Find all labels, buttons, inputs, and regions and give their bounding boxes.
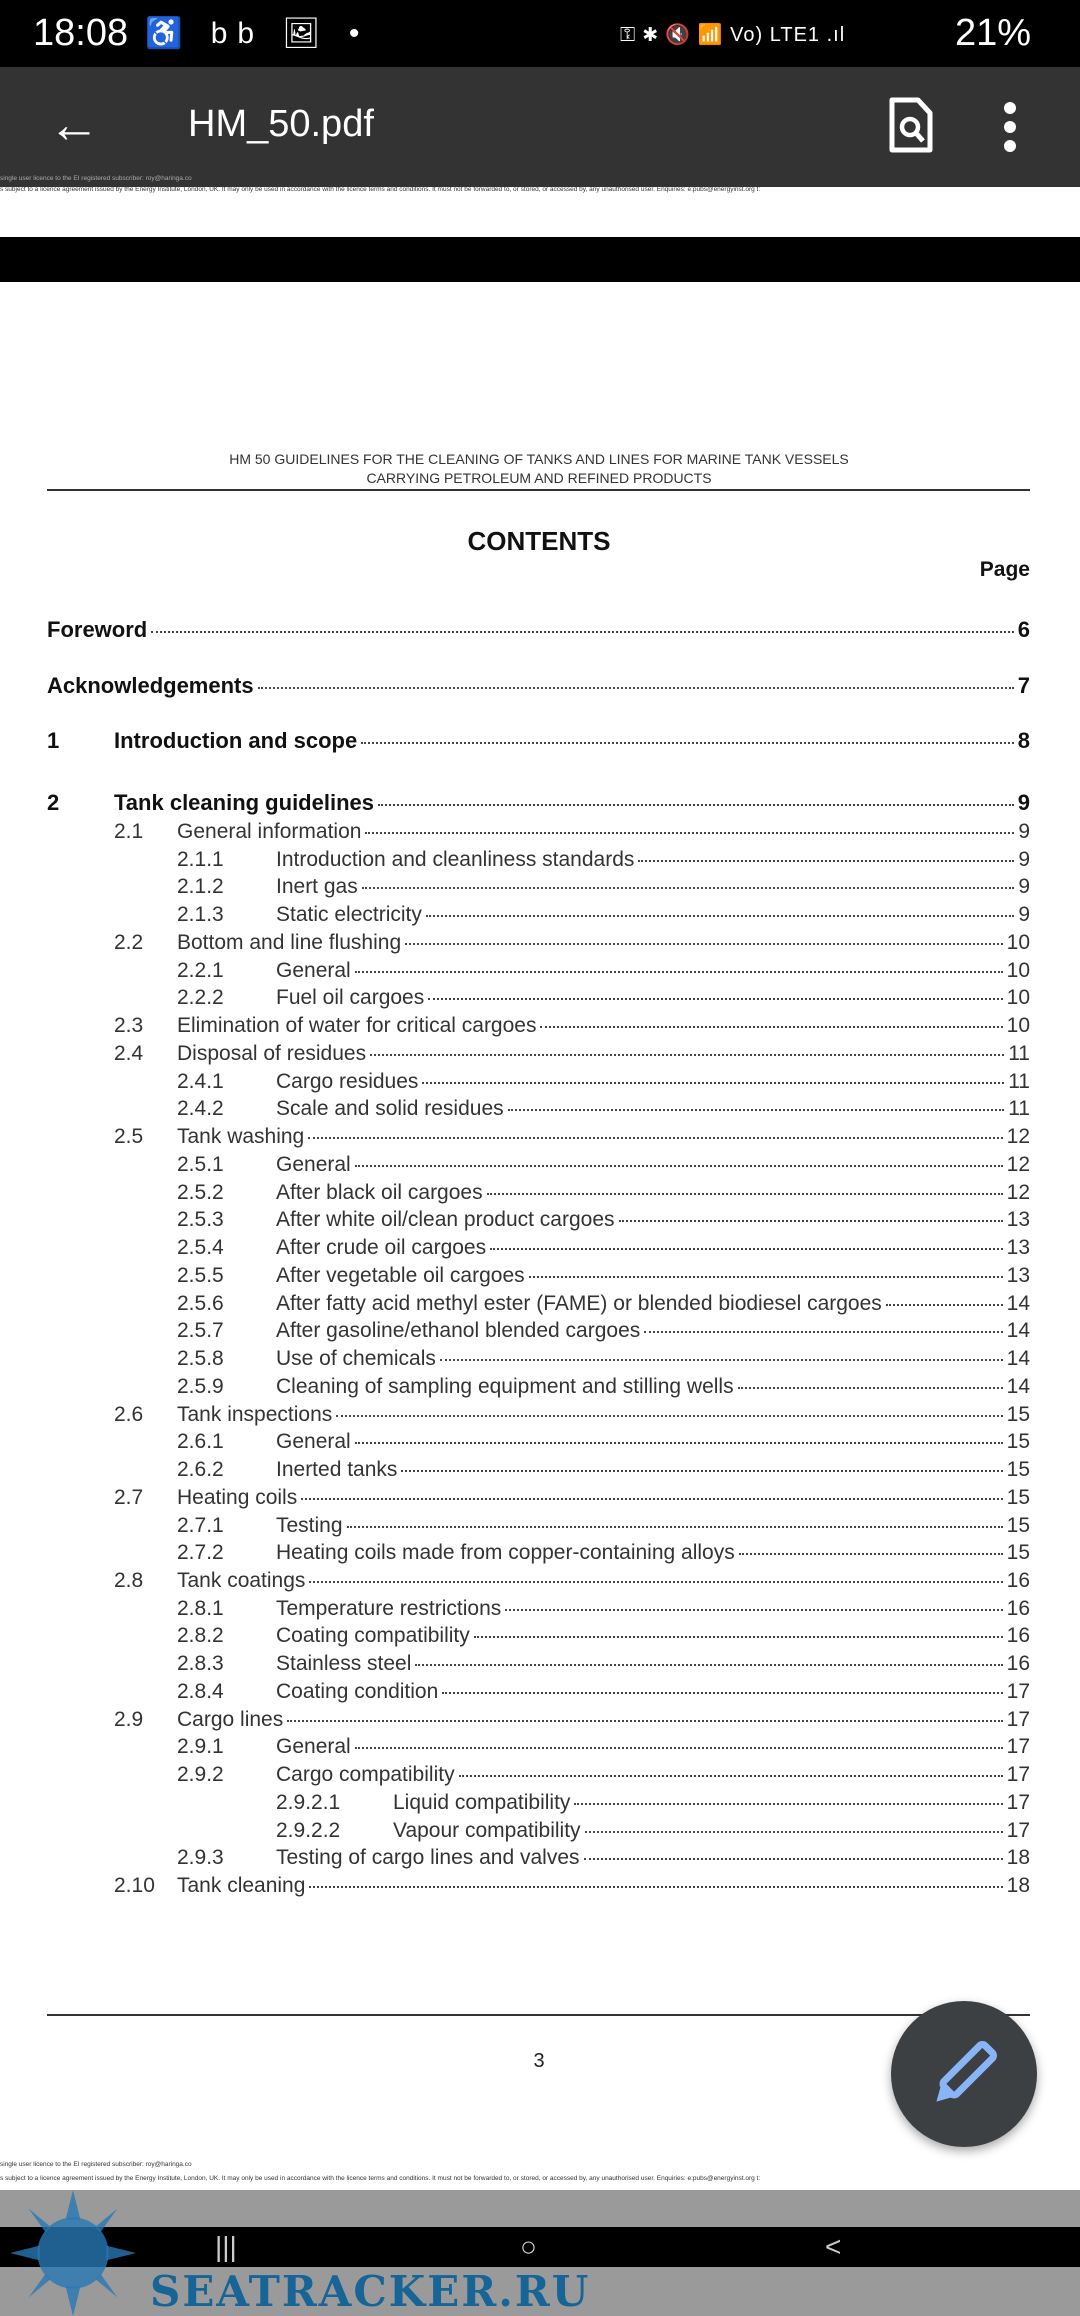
toc-entry[interactable] — [47, 1791, 1030, 1815]
toc-entry[interactable] — [47, 1569, 1030, 1593]
dot-leader — [619, 1220, 1003, 1222]
dot-leader — [355, 971, 1003, 973]
toc-entry[interactable] — [47, 1652, 1030, 1676]
toc-entry-title: After fatty acid methyl ester (FAME) or blended biodiesel cargoes — [276, 1291, 882, 1315]
toc-entry-page: 14 — [1006, 1291, 1030, 1315]
dot-leader — [309, 1581, 1002, 1583]
toc-entry-page: 8 — [1017, 728, 1030, 753]
toc-entry-title: General — [276, 1430, 351, 1454]
toc-entry[interactable] — [47, 1347, 1030, 1371]
toc-entry-number: 2.6.1 — [177, 1430, 224, 1454]
toc-entry-title: General — [276, 1735, 351, 1759]
toc-entry-number: 2.1.1 — [177, 847, 224, 871]
toc-entry-page: 17 — [1006, 1763, 1030, 1787]
toc-entry-title: Introduction and scope — [114, 728, 358, 753]
page-separator — [0, 237, 1080, 282]
toc-entry[interactable] — [47, 1541, 1030, 1565]
dot-leader — [401, 1470, 1002, 1472]
battery-level: 21% — [955, 12, 1032, 54]
toc-entry-number: 2.4 — [114, 1041, 144, 1065]
toc-entry-title: Heating coils — [177, 1485, 298, 1509]
toc-entry-page: 9 — [1018, 847, 1030, 871]
toc-entry[interactable] — [47, 1846, 1030, 1870]
more-options-icon[interactable] — [1000, 101, 1020, 153]
dot-leader — [739, 1553, 1003, 1555]
page-number: 3 — [533, 2050, 545, 2072]
toc-entry-page: 12 — [1006, 1152, 1030, 1176]
toc-entry[interactable] — [47, 1319, 1030, 1343]
toc-entry-page: 17 — [1006, 1735, 1030, 1759]
toc-entry-number: 2.5.7 — [177, 1319, 224, 1343]
dot-leader — [529, 1276, 1003, 1278]
toc-entry-page: 14 — [1006, 1319, 1030, 1343]
toc-entry-title: Disposal of residues — [177, 1041, 367, 1065]
toc-entry[interactable] — [47, 1735, 1030, 1759]
edit-button[interactable] — [891, 2001, 1037, 2147]
toc-entry-page: 17 — [1006, 1790, 1030, 1814]
toc-entry-page: 7 — [1017, 673, 1030, 698]
toc-entry-title: General information — [177, 820, 362, 843]
toc-entry-title: General — [276, 1152, 351, 1176]
toc-entry-page: 12 — [1006, 1125, 1030, 1149]
toc-entry-page: 18 — [1006, 1874, 1030, 1898]
toc-entry[interactable] — [47, 1486, 1030, 1510]
dot-leader — [638, 860, 1014, 862]
toc-entry-number: 2.1.3 — [177, 903, 224, 927]
contents-heading: CONTENTS — [467, 526, 611, 556]
dot-leader — [355, 1442, 1003, 1444]
toc-entry-page: 11 — [1008, 1041, 1030, 1065]
toc-entry-title: Cleaning of sampling equipment and stilling wells — [276, 1374, 734, 1398]
toc-entry-number: 2.9.2.1 — [276, 1790, 341, 1814]
toc-entry-title: Stainless steel — [276, 1652, 412, 1676]
toc-entry-page: 14 — [1006, 1347, 1030, 1371]
licence-notice-line1: single user licence to the EI registered subscriber: roy@haringa.co — [0, 175, 192, 182]
toc-entry[interactable] — [47, 820, 1030, 844]
toc-entry-number: 2.5.9 — [177, 1374, 224, 1398]
toc-entry-page: 12 — [1006, 1180, 1030, 1204]
toc-entry[interactable] — [47, 1819, 1030, 1843]
toc-entry-page: 18 — [1006, 1846, 1030, 1870]
page-column-heading: Page — [979, 558, 1030, 581]
licence-notice-line2: s subject to a licence agreement issued by the Energy Institute, London, UK. It may only be used in accordance with the licence terms and conditions. It must not be forwarded to, or stored, or accessed by, any unauthorised user. Enquiries: e:pubs@energyinst.org t: — [0, 186, 761, 193]
toc-entry-page: 10 — [1006, 930, 1030, 954]
toc-entry-page: 10 — [1006, 1014, 1030, 1038]
home-button[interactable]: ○ — [520, 2231, 537, 2262]
toc-entry-number: 2.7.2 — [177, 1541, 224, 1565]
toc-entry-title: Coating compatibility — [276, 1624, 470, 1648]
search-in-document-icon[interactable] — [888, 97, 934, 153]
toc-entry-page: 9 — [1017, 790, 1030, 815]
toc-entry[interactable] — [47, 1514, 1030, 1538]
app-toolbar — [0, 67, 1080, 187]
toc-entry[interactable] — [47, 1014, 1030, 1038]
toc-entry-page: 17 — [1006, 1707, 1030, 1731]
toc-entry-number: 2.9.1 — [177, 1735, 224, 1759]
toc-entry[interactable] — [47, 617, 1030, 643]
toc-entry[interactable] — [47, 875, 1030, 899]
dot-leader — [459, 1775, 1003, 1777]
toc-entry-number: 2.8.2 — [177, 1624, 224, 1648]
toc-entry-number: 1 — [47, 728, 60, 753]
dot-leader — [347, 1526, 1003, 1528]
toc-entry-number: 2.1.2 — [177, 875, 224, 899]
toc-entry-page: 16 — [1006, 1652, 1030, 1676]
toc-entry-title: Inerted tanks — [276, 1458, 398, 1482]
toc-entry-page: 11 — [1008, 1097, 1030, 1121]
toc-entry-number: 2.5.2 — [177, 1180, 224, 1204]
toc-entry-title: Elimination of water for critical cargoes — [177, 1014, 537, 1038]
toc-entry-title: Liquid compatibility — [393, 1790, 571, 1814]
system-status-icons: ⚿ ✱ 🔇 📶 Vo) LTE1 .ıl — [620, 24, 846, 46]
toc-entry[interactable] — [47, 1208, 1030, 1232]
toc-entry[interactable] — [47, 1070, 1030, 1094]
toc-entry-number: 2.7.1 — [177, 1513, 224, 1537]
toc-entry-page: 13 — [1006, 1236, 1030, 1260]
dot-leader — [287, 1720, 1002, 1722]
dot-leader — [440, 1359, 1003, 1361]
toc-entry-number: 2.8.1 — [177, 1596, 224, 1620]
toc-entry-title: Tank coatings — [177, 1568, 306, 1592]
dot-leader — [886, 1304, 1003, 1306]
toc-entry-title: Cargo residues — [276, 1069, 419, 1093]
toc-entry-title: Scale and solid residues — [276, 1097, 504, 1121]
dot-leader — [355, 1747, 1003, 1749]
toc-entry-number: 2.9.2.2 — [276, 1818, 341, 1842]
toc-entry-number: 2.8 — [114, 1568, 144, 1592]
status-bar — [0, 0, 1080, 67]
toc-entry-page: 9 — [1018, 820, 1030, 843]
toc-entry[interactable] — [47, 728, 1030, 754]
toc-entry[interactable] — [47, 1181, 1030, 1205]
back-button[interactable]: < — [825, 2231, 842, 2262]
toc-entry-title: Heating coils made from copper-containing alloys — [276, 1541, 735, 1565]
dot-leader — [151, 631, 1014, 633]
toc-entry[interactable] — [47, 1624, 1030, 1648]
toc-entry-page: 16 — [1006, 1596, 1030, 1620]
toc-entry-title: Inert gas — [276, 875, 358, 899]
toc-entry-number: 2.10 — [114, 1874, 155, 1898]
toc-entry-title: Tank inspections — [177, 1402, 333, 1426]
toc-entry-title: After gasoline/ethanol blended cargoes — [276, 1319, 641, 1343]
back-arrow-icon[interactable]: ← — [48, 96, 100, 154]
toc-entry-number: 2 — [47, 790, 60, 815]
toc-entry[interactable] — [47, 673, 1030, 699]
toc-entry-number: 2.9.3 — [177, 1846, 224, 1870]
footer-rule — [47, 2014, 1030, 2016]
toc-entry-page: 10 — [1006, 958, 1030, 982]
toc-entry[interactable] — [47, 1097, 1030, 1121]
toc-entry-page: 11 — [1008, 1069, 1030, 1093]
toc-entry-title: Acknowledgements — [47, 673, 254, 698]
toc-entry-title: Static electricity — [276, 903, 422, 927]
dot-leader — [428, 998, 1002, 1000]
toc-entry-page: 10 — [1006, 986, 1030, 1010]
licence-footer-line2: s subject to a licence agreement issued by the Energy Institute, London, UK. It may only be used in accordance with the licence terms and conditions. It must not be forwarded to, or stored, or accessed by, any unauthorised user. Enquiries: e:pubs@energyinst.org t: — [0, 2175, 761, 2182]
toc-entry-number: 2.5.1 — [177, 1152, 224, 1176]
toc-entry-title: Use of chemicals — [276, 1347, 436, 1371]
toc-entry-title: Temperature restrictions — [276, 1596, 502, 1620]
toc-entry-title: Tank washing — [177, 1125, 305, 1149]
toc-entry-number: 2.2.1 — [177, 958, 224, 982]
toc-entry-number: 2.5.4 — [177, 1236, 224, 1260]
toc-entry-page: 14 — [1006, 1374, 1030, 1398]
nav-bar-strip — [0, 2227, 1080, 2267]
watermark-text: SEATRACKER.RU — [150, 2267, 591, 2316]
dot-leader — [362, 887, 1015, 889]
dot-leader — [644, 1331, 1002, 1333]
toc-entry[interactable] — [47, 1264, 1030, 1288]
dot-leader — [405, 943, 1003, 945]
document-title: HM_50.pdf — [188, 103, 374, 145]
dot-leader — [508, 1109, 1005, 1111]
toc-entry-page: 17 — [1006, 1679, 1030, 1703]
toc-entry-title: Fuel oil cargoes — [276, 986, 425, 1010]
toc-entry-number: 2.9.2 — [177, 1763, 224, 1787]
dot-leader — [585, 1831, 1003, 1833]
toc-entry-page: 15 — [1006, 1402, 1030, 1426]
dot-leader — [442, 1692, 1002, 1694]
clock: 18:08 — [33, 12, 129, 54]
toc-entry-page: 15 — [1006, 1430, 1030, 1454]
toc-entry-number: 2.6 — [114, 1402, 144, 1426]
toc-entry-number: 2.1 — [114, 820, 144, 843]
toc-entry-title: Cargo lines — [177, 1707, 284, 1731]
toc-entry[interactable] — [47, 1375, 1030, 1399]
toc-entry-title: After vegetable oil cargoes — [276, 1263, 525, 1287]
toc-entry[interactable] — [47, 1597, 1030, 1621]
dot-leader — [336, 1415, 1002, 1417]
toc-entry-title: Testing of cargo lines and valves — [276, 1846, 580, 1870]
dot-leader — [308, 1137, 1002, 1139]
toc-entry-number: 2.6.2 — [177, 1458, 224, 1482]
toc-entry-title: Tank cleaning guidelines — [114, 790, 374, 815]
toc-entry[interactable] — [47, 848, 1030, 872]
toc-entry-page: 16 — [1006, 1568, 1030, 1592]
licence-footer-line1: single user licence to the EI registered subscriber: roy@haringa.co — [0, 2161, 192, 2168]
toc-entry-number: 2.5 — [114, 1125, 144, 1149]
running-header-line1: HM 50 GUIDELINES FOR THE CLEANING OF TANKS AND LINES FOR MARINE TANK VESSELS — [229, 451, 849, 467]
dot-leader — [365, 832, 1014, 834]
dot-leader — [361, 742, 1014, 744]
toc-entry[interactable] — [47, 959, 1030, 983]
toc-entry-number: 2.5.5 — [177, 1263, 224, 1287]
toc-entry[interactable] — [47, 903, 1030, 927]
toc-entry-page: 13 — [1006, 1208, 1030, 1232]
toc-entry-title: Tank cleaning — [177, 1874, 306, 1898]
dot-leader — [422, 1082, 1004, 1084]
toc-entry[interactable] — [47, 1403, 1030, 1427]
dot-leader — [574, 1803, 1002, 1805]
toc-entry[interactable] — [47, 1292, 1030, 1316]
toc-entry-title: Vapour compatibility — [393, 1818, 581, 1842]
dot-leader — [370, 1054, 1004, 1056]
toc-entry-number: 2.2 — [114, 930, 144, 954]
toc-entry-page: 9 — [1018, 903, 1030, 927]
pencil-icon — [891, 2001, 1037, 2147]
dot-leader — [415, 1664, 1002, 1666]
toc-entry[interactable] — [47, 1874, 1030, 1898]
toc-entry[interactable] — [47, 1708, 1030, 1732]
toc-entry-number: 2.8.3 — [177, 1652, 224, 1676]
toc-entry-number: 2.3 — [114, 1014, 144, 1038]
toc-entry[interactable] — [47, 1042, 1030, 1066]
dot-leader — [258, 687, 1014, 689]
toc-entry[interactable] — [47, 1458, 1030, 1482]
toc-entry[interactable] — [47, 790, 1030, 816]
toc-entry-title: Foreword — [47, 617, 148, 642]
dot-leader — [490, 1248, 1003, 1250]
toc-entry-number: 2.8.4 — [177, 1679, 224, 1703]
toc-entry-number: 2.5.8 — [177, 1347, 224, 1371]
toc-entry-page: 15 — [1006, 1541, 1030, 1565]
toc-entry-number: 2.4.2 — [177, 1097, 224, 1121]
toc-entry[interactable] — [47, 1125, 1030, 1149]
dot-leader — [487, 1193, 1003, 1195]
navigation-bar — [0, 2190, 1080, 2316]
toc-entry-number: 2.4.1 — [177, 1069, 224, 1093]
toc-entry-title: After black oil cargoes — [276, 1180, 483, 1204]
toc-entry-title: Cargo compatibility — [276, 1763, 455, 1787]
toc-entry-title: General — [276, 958, 351, 982]
dot-leader — [738, 1387, 1003, 1389]
toc-entry[interactable] — [47, 986, 1030, 1010]
toc-entry-number: 2.7 — [114, 1485, 144, 1509]
recent-apps-button[interactable]: ||| — [215, 2231, 237, 2262]
toc-entry-title: Introduction and cleanliness standards — [276, 847, 635, 871]
toc-entry[interactable] — [47, 931, 1030, 955]
toc-entry-number: 2.2.2 — [177, 986, 224, 1010]
toc-entry[interactable] — [47, 1236, 1030, 1260]
toc-entry-number: 2.5.3 — [177, 1208, 224, 1232]
dot-leader — [584, 1858, 1003, 1860]
toc-entry-page: 6 — [1017, 617, 1030, 642]
dot-leader — [301, 1498, 1002, 1500]
toc-entry-title: Testing — [276, 1513, 343, 1537]
toc-entry-title: After crude oil cargoes — [276, 1236, 487, 1260]
dot-leader — [378, 804, 1014, 806]
watermark-sun-logo — [10, 2190, 136, 2316]
toc-entry[interactable] — [47, 1430, 1030, 1454]
toc-entry-page: 15 — [1006, 1458, 1030, 1482]
dot-leader — [540, 1026, 1002, 1028]
dot-leader — [474, 1636, 1003, 1638]
toc-entry-page: 9 — [1018, 875, 1030, 899]
toc-entry-title: Coating condition — [276, 1679, 439, 1703]
toc-entry-page: 17 — [1006, 1818, 1030, 1842]
toc-entry[interactable] — [47, 1763, 1030, 1787]
notification-icons: ♿ bb 🖼 • — [145, 17, 370, 50]
toc-entry-page: 16 — [1006, 1624, 1030, 1648]
toc-entry[interactable] — [47, 1680, 1030, 1704]
toc-entry[interactable] — [47, 1153, 1030, 1177]
dot-leader — [309, 1886, 1002, 1888]
toc-entry-page: 15 — [1006, 1513, 1030, 1537]
header-rule — [47, 489, 1030, 491]
dot-leader — [426, 915, 1014, 917]
toc-entry-page: 15 — [1006, 1485, 1030, 1509]
running-header-line2: CARRYING PETROLEUM AND REFINED PRODUCTS — [366, 470, 712, 486]
toc-entry-page: 13 — [1006, 1263, 1030, 1287]
dot-leader — [355, 1165, 1003, 1167]
toc-entry-title: After white oil/clean product cargoes — [276, 1208, 615, 1232]
toc-entry-title: Bottom and line flushing — [177, 930, 402, 954]
dot-leader — [505, 1609, 1002, 1611]
toc-entry-number: 2.9 — [114, 1707, 144, 1731]
toc-entry-number: 2.5.6 — [177, 1291, 224, 1315]
